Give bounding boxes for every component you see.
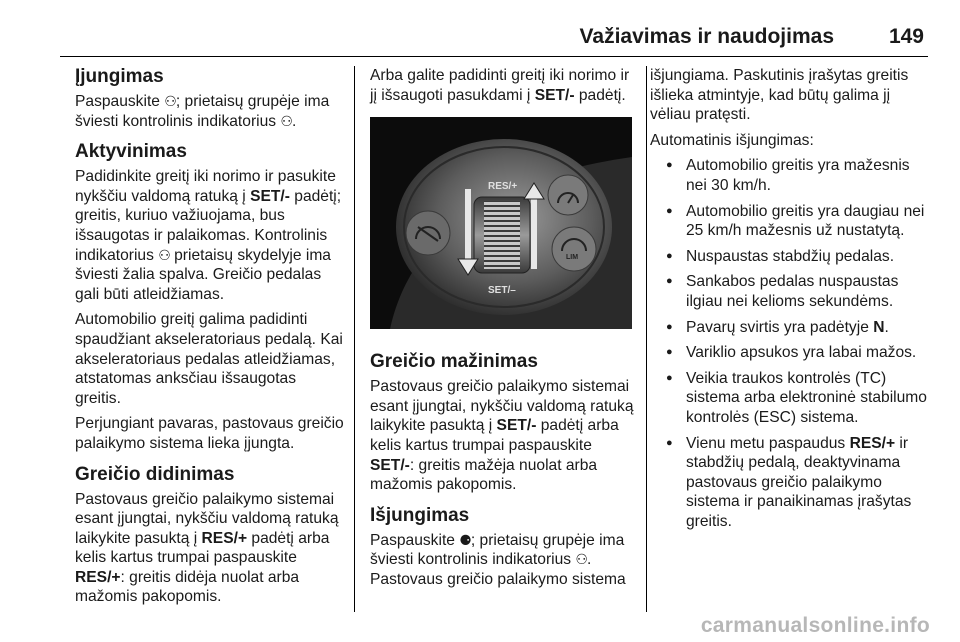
text: prietaisų skydelyje ima šviesti žalia spalva. Greičio pedalas gali būti atleidžiamas. (75, 246, 331, 303)
auto-off-list (650, 156, 930, 531)
cruise-on-button[interactable] (548, 175, 588, 215)
steering-wheel-controls-image (370, 117, 632, 329)
cruise-control-indicator-icon: ⚇ (158, 246, 170, 263)
text: padėtį; greitis, kuriuo važiuojama, bus išsaugotas ir palaikomas. Kontrolinis indikatorius (75, 187, 342, 264)
heading-mazinimas: Greičio mažinimas (370, 351, 538, 373)
bold-text: SET/- (496, 417, 537, 435)
heading-aktyvinimas: Aktyvinimas (75, 141, 187, 163)
text: ir stabdžių pedalą, deaktyvinama pastovaus greičio palaikymo sistema ir panaikinamas įrašytas greitis. (686, 434, 912, 530)
column-divider (646, 66, 647, 612)
text: Pastovaus greičio palaikymo sistemai esant įjungtai, nykščiu valdomą ratuką laikykite pasuktą į (75, 490, 339, 547)
cruise-control-indicator-icon: ⚇ (575, 551, 587, 568)
paragraph-aktyvinimas (75, 167, 345, 304)
heading-ijungimas: Įjungimas (75, 66, 164, 87)
cruise-off-button[interactable] (406, 211, 450, 255)
text: Paspauskite (370, 531, 460, 549)
text: Pastovaus greičio palaikymo sistemai esant įjungtai, nykščiu valdomą ratuką laikykite pasuktą į (370, 378, 634, 435)
text: padėtį. (574, 86, 626, 104)
text: . (884, 318, 889, 336)
paragraph-gears: Perjungiant pavaras, pastovaus greičio palaikymo sistema lieka įjungta. (75, 415, 344, 452)
text: Padidinkite greitį iki norimo ir pasukite nykščiu valdomą ratuką į (75, 168, 336, 205)
text: ; prietaisų grupėje ima šviesti kontrolinis indikatorius (75, 93, 330, 130)
list-item (650, 434, 930, 532)
page-header (60, 22, 928, 57)
cruise-control-on-icon: ⚇ (164, 93, 176, 109)
lim-label: LIM (566, 254, 579, 262)
text: Pavarų svirtis yra padėtyje (686, 318, 874, 336)
list-item: ● Automobilio greitis yra mažesnis nei 30 km/h. (650, 156, 930, 195)
bold-text: N (873, 318, 885, 336)
list-item (650, 318, 930, 338)
list-item: ● Variklio apsukos yra labai mažos. (650, 343, 930, 363)
text: padėtį arba kelis kartus trumpai paspauskite (370, 417, 619, 454)
list-item: ● Nuspaustas stabdžių pedalas. (650, 247, 930, 267)
column-3 (650, 66, 930, 537)
bold-text: SET/- (250, 187, 290, 205)
page-number: 149 (888, 25, 924, 48)
bold-text: RES/+ (849, 434, 896, 452)
column-divider (354, 66, 355, 612)
text: Arba galite padidinti greitį iki norimo ir jį išsaugoti pasukdami į (370, 67, 630, 104)
text: Paspauskite (75, 93, 165, 110)
bold-text: SET/- (534, 86, 575, 104)
res-label: RES/+ (488, 181, 518, 193)
text: Vienu metu paspaudus (686, 434, 850, 452)
thumbwheel[interactable] (474, 197, 530, 273)
watermark: carmanualsonline.info (700, 614, 930, 637)
text: ; prietaisų grupėje ima šviesti kontrolinis indikatorius (370, 531, 625, 569)
column-1 (75, 66, 345, 613)
paragraph-didinimas (75, 490, 345, 608)
heading-isjungimas: Išjungimas (370, 504, 470, 526)
bold-text: RES/+ (201, 529, 248, 547)
bold-text: SET/- (370, 456, 410, 474)
text: . Pastovaus greičio palaikymo sistema (370, 551, 626, 588)
text: . (291, 112, 297, 130)
speed-limiter-button[interactable] (552, 227, 596, 271)
list-item: ● Automobilio greitis yra daugiau nei 25 km/h mažesnis už nustatytą. (650, 202, 930, 241)
cruise-control-indicator-icon: ⚇ (280, 112, 292, 129)
set-label: SET/– (488, 285, 516, 297)
paragraph-memory: išjungiama. Paskutinis įrašytas greitis išlieka atmintyje, kad būtų galima jį vėliau pratęsti. (650, 67, 909, 124)
column-2 (370, 66, 635, 596)
paragraph-mazinimas (370, 377, 635, 495)
paragraph-accelerator: Automobilio greitį galima padidinti spaudžiant akseleratoriaus pedalą. Kai akseleratoriaus pedalas atleidžiamas, atstatomas anksčiau išsaugotas greitis. (75, 311, 343, 407)
paragraph-ijungimas (75, 92, 345, 131)
list-item: ● Veikia traukos kontrolės (TC) sistema arba elektroninė stabilumo kontrolės (ESC) sistema. (650, 369, 930, 428)
paragraph-set-increase (370, 66, 635, 105)
text: padėtį arba kelis kartus trumpai paspauskite (75, 529, 330, 567)
section-title: Važiavimas ir naudojimas (579, 25, 834, 48)
paragraph-auto-off-intro: Automatinis išjungimas: (650, 131, 814, 149)
cruise-control-off-icon: ⚈ (459, 531, 471, 548)
text: : greitis didėja nuolat arba mažomis pakopomis. (75, 568, 300, 606)
text: : greitis mažėja nuolat arba mažomis pakopomis. (370, 456, 598, 494)
paragraph-isjungimas (370, 531, 635, 590)
heading-didinimas: Greičio didinimas (75, 463, 235, 485)
list-item: ● Sankabos pedalas nuspaustas ilgiau nei kelioms sekundėms. (650, 272, 930, 311)
bold-text: RES/+ (75, 568, 121, 586)
